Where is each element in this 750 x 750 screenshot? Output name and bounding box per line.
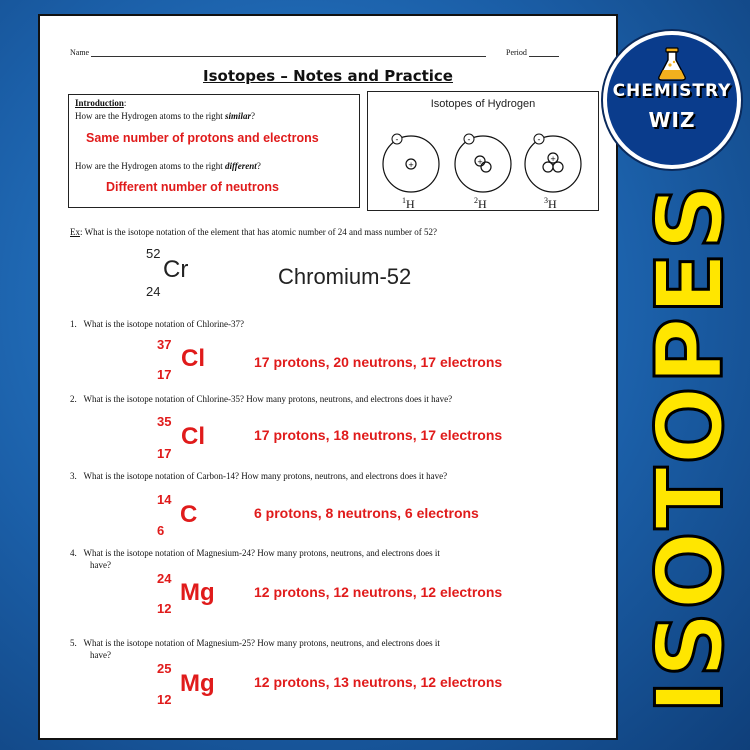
example-question [70, 227, 437, 237]
q4-atomic-number: 12 [157, 601, 172, 616]
period-label: Period [506, 48, 527, 57]
isotopes-of-hydrogen-box [367, 91, 599, 211]
label-hydrogen-2: $^2$H [474, 196, 487, 211]
hydrogen-atoms-diagram [368, 92, 598, 210]
svg-text:-: - [537, 135, 541, 144]
period-underline [529, 56, 559, 57]
intro-heading-row [75, 98, 126, 108]
name-field-row [70, 48, 486, 57]
intro-q1-mark: ? [250, 111, 255, 121]
q4-answer: 12 protons, 12 neutrons, 12 electrons [254, 584, 503, 600]
badge-line-2: WIZ [648, 108, 696, 132]
flask-icon [656, 47, 688, 81]
question-5: 5. What is the isotope notation of Magnesium-25? How many protons, neutrons, and electrons does it [70, 638, 440, 648]
hydrogen-3-atom [525, 134, 581, 192]
example-symbol: Cr [163, 256, 189, 283]
hydrogen-2-atom [455, 134, 511, 192]
hydrogen-1-atom [383, 134, 439, 192]
example-isotope-name: Chromium-52 [278, 264, 412, 289]
intro-q2-mark: ? [256, 161, 261, 171]
intro-answer-1: Same number of protons and electrons [86, 131, 319, 145]
q3-mass-number: 14 [157, 492, 172, 507]
intro-question-2 [75, 161, 261, 171]
q1-symbol: Cl [181, 345, 205, 372]
q1-atomic-number: 17 [157, 367, 172, 382]
name-underline [91, 56, 486, 57]
side-title-isotopes: ISOTOPES [636, 181, 744, 715]
question-2: 2. What is the isotope notation of Chlorine-35? How many protons, neutrons, and electrons does it have? [70, 394, 453, 404]
intro-question-1 [75, 111, 255, 121]
question-3: 3. What is the isotope notation of Carbon-14? How many protons, neutrons, and electrons does it have? [70, 471, 448, 481]
q5-symbol: Mg [180, 670, 215, 697]
intro-q1-text: How are the Hydrogen atoms to the right [75, 111, 225, 121]
q2-symbol: Cl [181, 423, 205, 450]
q1-answer: 17 protons, 20 neutrons, 17 electrons [254, 354, 503, 370]
intro-answer-2: Different number of neutrons [106, 180, 279, 194]
example-question-text: : What is the isotope notation of the element that has atomic number of 24 and mass number of 52? [80, 227, 437, 237]
svg-text:-: - [467, 135, 471, 144]
intro-q2-emphasis: different [224, 161, 257, 171]
label-hydrogen-1: $^1$H [402, 196, 415, 211]
q5-answer: 12 protons, 13 neutrons, 12 electrons [254, 674, 503, 690]
intro-q2-text: How are the Hydrogen atoms to the right [75, 161, 225, 171]
question-4-continued: have? [90, 560, 111, 570]
example-prefix: Ex [70, 227, 80, 237]
q2-answer: 17 protons, 18 neutrons, 17 electrons [254, 427, 503, 443]
q4-mass-number: 24 [157, 571, 172, 586]
q5-mass-number: 25 [157, 661, 172, 676]
period-field-row [506, 48, 559, 57]
q5-atomic-number: 12 [157, 692, 172, 707]
chemistry-wiz-badge [603, 31, 741, 169]
svg-text:+: + [477, 158, 483, 166]
q3-atomic-number: 6 [157, 523, 165, 538]
q2-mass-number: 35 [157, 414, 172, 429]
intro-heading-colon: : [123, 98, 127, 108]
q2-atomic-number: 17 [157, 446, 172, 461]
q3-answer: 6 protons, 8 neutrons, 6 electrons [254, 505, 479, 521]
isotopes-box-title: Isotopes of Hydrogen [430, 98, 536, 110]
svg-text:-: - [395, 135, 399, 144]
introduction-box [68, 94, 360, 208]
q3-symbol: C [180, 501, 198, 528]
example-mass-number: 52 [146, 246, 161, 261]
name-label: Name [70, 48, 90, 57]
question-4: 4. What is the isotope notation of Magnesium-24? How many protons, neutrons, and electrons does it [70, 548, 440, 558]
question-1: 1. What is the isotope notation of Chlorine-37? [70, 319, 244, 329]
example-atomic-number: 24 [146, 284, 161, 299]
q1-mass-number: 37 [157, 337, 172, 352]
svg-text:+: + [550, 155, 556, 163]
badge-line-1: CHEMISTRY [612, 81, 732, 101]
label-hydrogen-3: $^3$H [544, 196, 557, 211]
intro-heading: Introduction [75, 98, 124, 108]
question-5-continued: have? [90, 650, 111, 660]
intro-q1-emphasis: similar [224, 111, 251, 121]
q4-symbol: Mg [180, 579, 215, 606]
svg-text:+: + [408, 161, 414, 169]
worksheet-page [38, 14, 618, 740]
page-title: Isotopes – Notes and Practice [203, 67, 453, 85]
